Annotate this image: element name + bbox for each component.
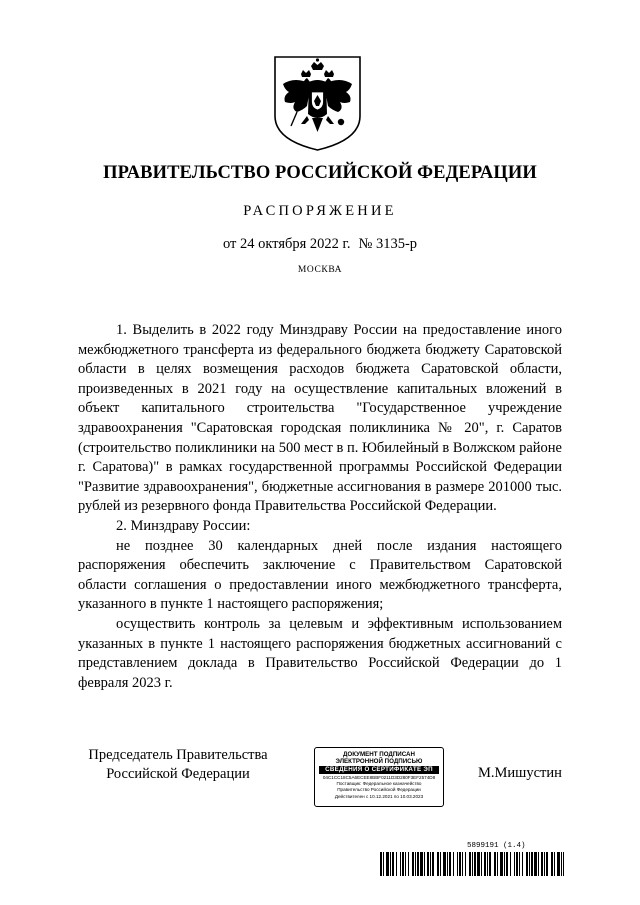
paragraph-2: 2. Минздраву России: [116, 517, 251, 534]
barcode-number: 5899191 (1.4) [467, 842, 526, 850]
stamp-issuer: Поставщик: Федеральное казначейство [336, 781, 422, 787]
paragraph-1: 1. Выделить в 2022 году Минздраву России на предоставление иного межбюджетного трансферта из федерального бюджета бюджету Саратовской области в целях возмещения расходов бюджета Саратовской области, произведенных в 2021 году на осуществление капитальных вложений в объект капитального строительства "Государственное учреждение здравоохранения "Саратовская городская поликлиника № 20", г. Саратов (строительство поликлиники на 500 мест в п. Юбилейный в Волжском районе г. Саратова)" в рамках государственной программы Российской Федерации "Развитие здравоохранения", бюджетные ассигнования в размере 201000 тыс. рублей из резервного фонда Правительства Российской Федерации. [78, 322, 562, 515]
document-city: МОСКВА [297, 265, 343, 275]
barcode-image [380, 852, 564, 876]
document-number: № 3135-р [358, 236, 418, 252]
paragraph-4: осуществить контроль за целевым и эффективным использованием указанных в пункте 1 настоящего распоряжения бюджетных ассигнований с представлением доклада в Правительство Российской Федерации до 1 февраля 2023 г. [78, 615, 562, 691]
signer-position-line-2: Российской Федерации [106, 766, 250, 782]
government-title: ПРАВИТЕЛЬСТВО РОССИЙСКОЙ ФЕДЕРАЦИИ [103, 163, 537, 183]
document-date-line [0, 236, 640, 253]
signer-position [78, 746, 278, 784]
document-body [78, 321, 562, 693]
electronic-signature-stamp [314, 747, 444, 807]
paragraph-3: не позднее 30 календарных дней после издания настоящего распоряжения обеспечить заключение с Правительством Саратовской области соглашения о предоставлении иного межбюджетного трансферта, указанного в пункте 1 настоящего распоряжения; [78, 537, 562, 613]
signer-name: М.Мишустин [478, 765, 562, 781]
stamp-validity: Действителен с 10.12.2021 по 10.03.2023 [334, 793, 424, 799]
coat-of-arms-emblem [271, 54, 364, 152]
document-type: РАСПОРЯЖЕНИЕ [243, 203, 397, 219]
stamp-certificate-bar: СВЕДЕНИЯ О СЕРТИФИКАТЕ ЭП [319, 766, 439, 774]
stamp-line-2: ЭЛЕКТРОННОЙ ПОДПИСЬЮ [335, 758, 423, 765]
stamp-line-1: ДОКУМЕНТ ПОДПИСАН [343, 751, 415, 758]
document-date: от 24 октября 2022 г. [222, 236, 351, 252]
stamp-serial: 04C1CC18C5A6ECEE8BBF0211D3D280F3EF2574D8 [322, 775, 436, 780]
stamp-owner: Правительство Российской Федерации [337, 787, 421, 793]
signer-position-line-1: Председатель Правительства [88, 747, 268, 763]
